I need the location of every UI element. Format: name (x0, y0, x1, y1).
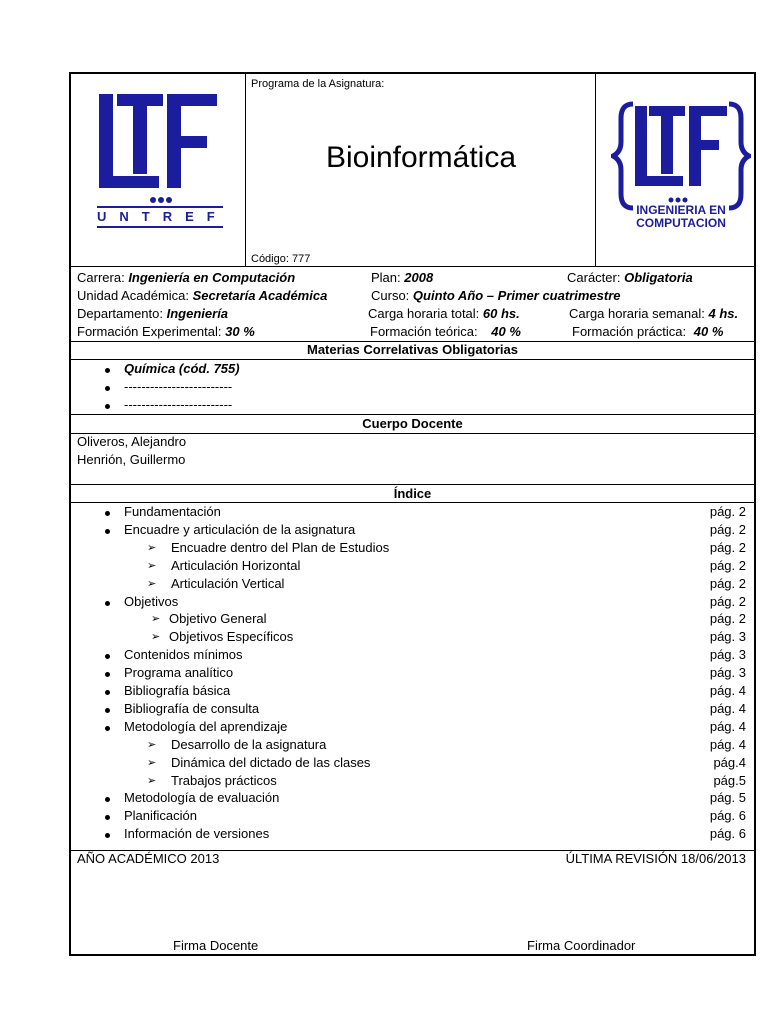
indice-entry-page: pág.4 (713, 754, 746, 770)
bullet-icon (105, 690, 110, 695)
bullet-icon (105, 601, 110, 606)
docente-name: Henrión, Guillermo (77, 452, 186, 467)
bullet-icon (105, 815, 110, 820)
indice-entry-label: Programa analítico (124, 665, 234, 681)
indice-entry-page: pág. 4 (709, 736, 746, 752)
caracter-value: Obligatoria (624, 270, 693, 285)
carga-semanal-field (569, 306, 738, 322)
carga-semanal-value: 4 hs. (708, 306, 739, 321)
indice-entry-label: Fundamentación (124, 504, 221, 519)
bullet-icon (105, 529, 110, 534)
indice-entry-page: pág. 2 (709, 521, 746, 537)
untref-logo (95, 92, 228, 232)
arrow-bullet-icon: ➢ (147, 541, 157, 554)
carrera-value: Ingeniería en Computación (128, 270, 296, 285)
indice-entry-label: Dinámica del dictado de las clases (171, 754, 371, 770)
correlativa-item: ------------------------- (124, 397, 233, 412)
form-teo-value: 40 % (491, 324, 521, 339)
indice-entry-page: pág. 6 (709, 808, 746, 824)
untref-logo-text: UNTREF (97, 209, 228, 224)
arrow-bullet-icon: ➢ (147, 756, 157, 769)
program-label: Programa de la Asignatura: (251, 78, 385, 90)
indice-entry-label: Trabajos prácticos (171, 772, 277, 788)
academic-year: AÑO ACADÉMICO 2013 (77, 851, 220, 866)
indice-entry-page: pág. 2 (709, 557, 746, 573)
carga-total-value: 60 hs. (482, 306, 520, 321)
form-pra-label: Formación práctica: (572, 324, 687, 339)
indice-entry-page: pág. 2 (709, 593, 746, 609)
form-exp-field (77, 324, 255, 340)
indice-entry-page: pág. 6 (709, 826, 746, 842)
correlativas-bottom-line (71, 414, 754, 415)
indice-entry-page: pág. 3 (709, 629, 746, 645)
arrow-bullet-icon: ➢ (147, 577, 157, 590)
header-divider-right (595, 74, 596, 266)
last-revision: ÚLTIMA REVISIÓN 18/06/2013 (565, 851, 746, 866)
indice-entry-label: Objetivos Específicos (169, 629, 294, 645)
bullet-icon (105, 654, 110, 659)
indice-entry-label: Desarrollo de la asignatura (171, 736, 327, 752)
bullet-icon (105, 726, 110, 731)
indice-entry-label: Planificación (124, 808, 197, 824)
indice-entry-page: pág. 5 (709, 790, 746, 806)
bullet-icon (105, 708, 110, 713)
bullet-icon (105, 404, 110, 409)
unidad-field (77, 288, 327, 304)
bullet-icon (105, 797, 110, 802)
correlativa-item: Química (cód. 755) (124, 361, 240, 376)
subject-title: Bioinformática (325, 141, 517, 174)
indice-entry-label: Contenidos mínimos (124, 647, 243, 663)
unidad-label: Unidad Académica: (77, 288, 190, 303)
carrera-label: Carrera: (77, 270, 125, 285)
form-pra-value: 40 % (693, 324, 724, 339)
correlativa-item: ------------------------- (124, 379, 233, 394)
arrow-bullet-icon: ➢ (151, 631, 161, 644)
correlativas-heading: Materias Correlativas Obligatorias (307, 342, 518, 357)
arrow-bullet-icon: ➢ (151, 613, 161, 626)
indice-entry-label: Objetivo General (169, 611, 267, 627)
indice-entry-label: Objetivos (124, 593, 179, 609)
docentes-bottom-line (71, 484, 754, 485)
depto-value: Ingeniería (166, 306, 229, 321)
header-bottom-line (71, 266, 754, 267)
form-exp-value: 30 % (225, 324, 255, 339)
indice-entry-page: pág. 3 (709, 647, 746, 663)
firma-docente-label: Firma Docente (173, 938, 259, 953)
indice-entry-page: pág. 4 (709, 718, 746, 734)
ingenieria-logo-line2: COMPUTACION (636, 216, 726, 230)
carga-total-label: Carga horaria total: (368, 306, 480, 321)
indice-entry-page: pág.5 (713, 772, 746, 788)
bullet-icon (105, 368, 110, 373)
ingenieria-logo (611, 96, 751, 246)
indice-entry-label: Encuadre dentro del Plan de Estudios (171, 539, 390, 555)
firma-coordinador-label: Firma Coordinador (527, 938, 636, 953)
indice-entry-label: Articulación Vertical (171, 575, 285, 591)
plan-field (371, 270, 433, 286)
indice-entry-label: Encuadre y articulación de la asignatura (124, 521, 356, 537)
arrow-bullet-icon: ➢ (147, 559, 157, 572)
carga-semanal-label: Carga horaria semanal: (569, 306, 705, 321)
unidad-value: Secretaría Académica (192, 288, 328, 303)
curso-field (371, 288, 621, 304)
subject-code: Código: 777 (251, 253, 311, 265)
indice-heading: Índice (393, 486, 432, 501)
bullet-icon (105, 672, 110, 677)
plan-value: 2008 (404, 270, 434, 285)
indice-entry-page: pág. 2 (709, 611, 746, 627)
curso-label: Curso: (371, 288, 410, 303)
caracter-label: Carácter: (567, 270, 621, 285)
carga-total-field (368, 306, 520, 322)
depto-field (77, 306, 228, 322)
carrera-field (77, 270, 295, 286)
curso-value: Quinto Año – Primer cuatrimestre (412, 288, 621, 303)
indice-entry-page: pág. 2 (709, 539, 746, 555)
form-pra-field (572, 324, 723, 340)
indice-entry-page: pág. 2 (709, 504, 746, 519)
docente-name: Oliveros, Alejandro (77, 434, 187, 449)
indice-entry-label: Información de versiones (124, 826, 270, 842)
indice-entry-label: Articulación Horizontal (171, 557, 301, 573)
indice-entry-label: Bibliografía básica (124, 683, 231, 698)
indice-entry-page: pág. 4 (709, 700, 746, 716)
docentes-heading: Cuerpo Docente (362, 416, 463, 431)
indice-entry-label: Metodología del aprendizaje (124, 718, 288, 734)
indice-entry-label: Bibliografía de consulta (124, 700, 260, 716)
bullet-icon (105, 511, 110, 516)
ingenieria-logo-line1: INGENIERIA EN (636, 203, 726, 217)
indice-heading-line (71, 502, 754, 503)
form-exp-label: Formación Experimental: (77, 324, 222, 339)
bullet-icon (105, 386, 110, 391)
indice-entry-page: pág. 2 (709, 575, 746, 591)
depto-label: Departamento: (77, 306, 163, 321)
caracter-field (567, 270, 693, 286)
arrow-bullet-icon: ➢ (147, 738, 157, 751)
plan-label: Plan: (371, 270, 401, 285)
bullet-icon (105, 833, 110, 838)
correlativas-heading-line (71, 359, 754, 360)
indice-entry-page: pág. 3 (709, 665, 746, 681)
arrow-bullet-icon: ➢ (147, 774, 157, 787)
form-teo-field (370, 324, 521, 340)
header-divider-left (245, 74, 246, 266)
form-teo-label: Formación teórica: (370, 324, 478, 339)
indice-entry-page: pág. 4 (709, 683, 746, 698)
document-frame (69, 72, 756, 956)
indice-entry-label: Metodología de evaluación (124, 790, 280, 806)
